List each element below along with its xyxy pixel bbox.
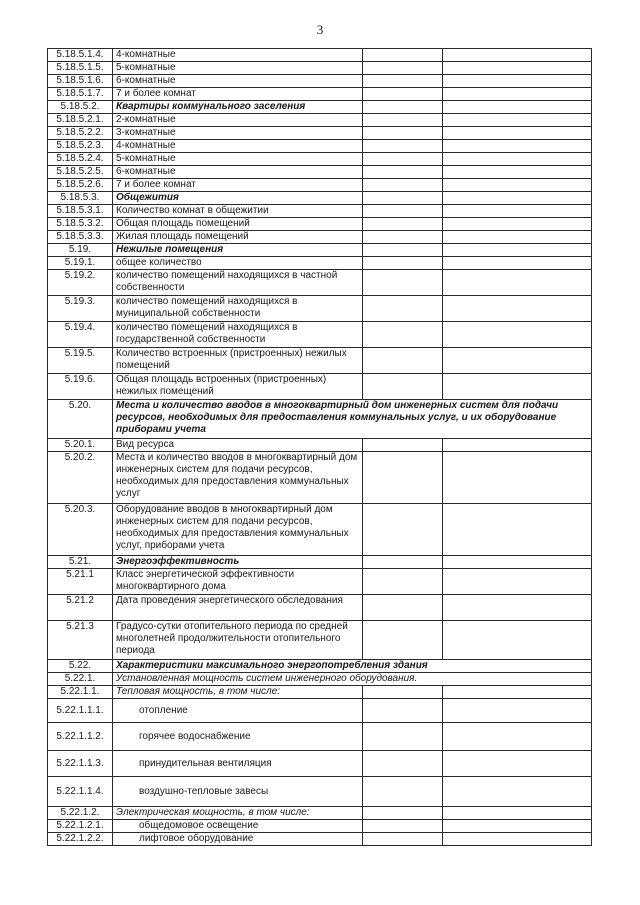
note-cell	[443, 231, 592, 244]
value-cell	[363, 296, 443, 322]
row-description: Нежилые помещения	[113, 244, 363, 257]
table-row	[48, 166, 592, 179]
table-row	[48, 686, 592, 699]
table-row	[48, 218, 592, 231]
table-row	[48, 101, 592, 114]
row-description: Количество комнат в общежитии	[113, 205, 363, 218]
row-number: 5.18.5.2.	[48, 101, 113, 114]
row-description: 2-комнатные	[113, 114, 363, 127]
table-row	[48, 621, 592, 660]
row-number: 5.18.5.2.5.	[48, 166, 113, 179]
note-cell	[443, 205, 592, 218]
note-cell	[443, 179, 592, 192]
row-description: Оборудование вводов в многоквартирный дом инженерных систем для подачи ресурсов, необходимых для предоставления коммунальных услуг, приборами учета	[113, 504, 363, 556]
table-row	[48, 153, 592, 166]
row-number: 5.18.5.3.	[48, 192, 113, 205]
note-cell	[443, 348, 592, 374]
value-cell	[363, 153, 443, 166]
table-row	[48, 296, 592, 322]
table-row	[48, 114, 592, 127]
value-cell	[363, 127, 443, 140]
row-description: Квартиры коммунального заселения	[113, 101, 363, 114]
row-description: Установленная мощность систем инженерного оборудования.	[113, 673, 592, 686]
note-cell	[443, 686, 592, 699]
table-row	[48, 231, 592, 244]
row-description: общедомовое освещение	[113, 820, 363, 833]
note-cell	[443, 270, 592, 296]
table-row	[48, 820, 592, 833]
note-cell	[443, 166, 592, 179]
row-description: воздушно-тепловые завесы	[113, 777, 363, 807]
row-number: 5.21.	[48, 556, 113, 569]
value-cell	[363, 374, 443, 400]
row-number: 5.18.5.1.5.	[48, 62, 113, 75]
row-number: 5.19.5.	[48, 348, 113, 374]
row-description: Общая площадь встроенных (пристроенных) нежилых помещений	[113, 374, 363, 400]
table-row	[48, 452, 592, 504]
note-cell	[443, 140, 592, 153]
value-cell	[363, 833, 443, 846]
value-cell	[363, 686, 443, 699]
note-cell	[443, 820, 592, 833]
value-cell	[363, 257, 443, 270]
value-cell	[363, 723, 443, 751]
table-row	[48, 751, 592, 777]
table-row	[48, 699, 592, 723]
row-description: Тепловая мощность, в том числе:	[113, 686, 363, 699]
value-cell	[363, 807, 443, 820]
note-cell	[443, 153, 592, 166]
row-number: 5.22.1.2.2.	[48, 833, 113, 846]
value-cell	[363, 820, 443, 833]
page-number: 3	[316, 22, 324, 37]
value-cell	[363, 348, 443, 374]
table-row	[48, 777, 592, 807]
note-cell	[443, 723, 592, 751]
row-description: Дата проведения энергетического обследования	[113, 595, 363, 621]
row-description: 6-комнатные	[113, 166, 363, 179]
row-number: 5.21.1	[48, 569, 113, 595]
table-row	[48, 62, 592, 75]
row-number: 5.19.3.	[48, 296, 113, 322]
note-cell	[443, 452, 592, 504]
value-cell	[363, 621, 443, 660]
note-cell	[443, 374, 592, 400]
row-description: количество помещений находящихся в частной собственности	[113, 270, 363, 296]
note-cell	[443, 114, 592, 127]
table-row	[48, 504, 592, 556]
characteristics-table	[47, 48, 592, 846]
table-row	[48, 833, 592, 846]
row-description: 7 и более комнат	[113, 179, 363, 192]
value-cell	[363, 218, 443, 231]
table-row	[48, 556, 592, 569]
table-row	[48, 723, 592, 751]
row-description: 3-комнатные	[113, 127, 363, 140]
value-cell	[363, 270, 443, 296]
note-cell	[443, 595, 592, 621]
table-row	[48, 270, 592, 296]
note-cell	[443, 807, 592, 820]
row-description: лифтовое оборудование	[113, 833, 363, 846]
row-number: 5.22.1.	[48, 673, 113, 686]
row-number: 5.18.5.2.6.	[48, 179, 113, 192]
row-description: 7 и более комнат	[113, 88, 363, 101]
row-description: Жилая площадь помещений	[113, 231, 363, 244]
table-row	[48, 205, 592, 218]
table-row	[48, 807, 592, 820]
table-row	[48, 257, 592, 270]
table-row	[48, 595, 592, 621]
table-row	[48, 569, 592, 595]
value-cell	[363, 101, 443, 114]
row-description: общее количество	[113, 257, 363, 270]
value-cell	[363, 192, 443, 205]
value-cell	[363, 322, 443, 348]
note-cell	[443, 833, 592, 846]
note-cell	[443, 621, 592, 660]
table-row	[48, 322, 592, 348]
row-number: 5.20.3.	[48, 504, 113, 556]
note-cell	[443, 751, 592, 777]
note-cell	[443, 62, 592, 75]
row-number: 5.22.1.1.4.	[48, 777, 113, 807]
row-number: 5.22.1.1.	[48, 686, 113, 699]
table-row	[48, 439, 592, 452]
row-description: количество помещений находящихся в муниципальной собственности	[113, 296, 363, 322]
value-cell	[363, 88, 443, 101]
value-cell	[363, 166, 443, 179]
table-row	[48, 244, 592, 257]
row-number: 5.22.	[48, 660, 113, 673]
row-number: 5.18.5.3.1.	[48, 205, 113, 218]
row-number: 5.22.1.1.1.	[48, 699, 113, 723]
row-number: 5.20.1.	[48, 439, 113, 452]
row-description: количество помещений находящихся в государственной собственности	[113, 322, 363, 348]
row-description: Места и количество вводов в многоквартирный дом инженерных систем для подачи ресурсов, необходимых для предоставления коммунальных услуг, и их оборудование приборами учета	[113, 400, 592, 439]
table-row	[48, 400, 592, 439]
row-description: Общежития	[113, 192, 363, 205]
note-cell	[443, 127, 592, 140]
row-number: 5.20.2.	[48, 452, 113, 504]
row-number: 5.20.	[48, 400, 113, 439]
value-cell	[363, 777, 443, 807]
table-row	[48, 179, 592, 192]
note-cell	[443, 569, 592, 595]
row-description: Электрическая мощность, в том числе:	[113, 807, 363, 820]
table-row	[48, 660, 592, 673]
table-row	[48, 75, 592, 88]
note-cell	[443, 439, 592, 452]
row-description: Вид ресурса	[113, 439, 363, 452]
value-cell	[363, 452, 443, 504]
table-row	[48, 127, 592, 140]
row-description: Градусо-сутки отопительного периода по средней многолетней продолжительности отопительного периода	[113, 621, 363, 660]
value-cell	[363, 179, 443, 192]
row-description: Класс энергетической эффективности многоквартирного дома	[113, 569, 363, 595]
row-description: Места и количество вводов в многоквартирный дом инженерных систем для подачи ресурсов, необходимых для предоставления коммунальных услуг	[113, 452, 363, 504]
note-cell	[443, 88, 592, 101]
table-row	[48, 673, 592, 686]
row-description: 6-комнатные	[113, 75, 363, 88]
row-number: 5.18.5.1.7.	[48, 88, 113, 101]
value-cell	[363, 114, 443, 127]
row-number: 5.19.1.	[48, 257, 113, 270]
value-cell	[363, 244, 443, 257]
note-cell	[443, 777, 592, 807]
row-description: 4-комнатные	[113, 49, 363, 62]
row-number: 5.18.5.1.4.	[48, 49, 113, 62]
note-cell	[443, 244, 592, 257]
row-description: Характеристики максимального энергопотребления здания	[113, 660, 592, 673]
value-cell	[363, 504, 443, 556]
row-number: 5.19.4.	[48, 322, 113, 348]
row-number: 5.19.	[48, 244, 113, 257]
row-number: 5.18.5.2.3.	[48, 140, 113, 153]
row-number: 5.18.5.1.6.	[48, 75, 113, 88]
row-description: Количество встроенных (пристроенных) нежилых помещений	[113, 348, 363, 374]
table-row	[48, 192, 592, 205]
value-cell	[363, 595, 443, 621]
row-number: 5.22.1.1.3.	[48, 751, 113, 777]
row-number: 5.21.3	[48, 621, 113, 660]
value-cell	[363, 569, 443, 595]
row-description: 4-комнатные	[113, 140, 363, 153]
note-cell	[443, 257, 592, 270]
row-description: Энергоэффективность	[113, 556, 363, 569]
row-number: 5.22.1.1.2.	[48, 723, 113, 751]
note-cell	[443, 296, 592, 322]
note-cell	[443, 504, 592, 556]
row-number: 5.18.5.3.2.	[48, 218, 113, 231]
value-cell	[363, 231, 443, 244]
row-number: 5.22.1.2.1.	[48, 820, 113, 833]
note-cell	[443, 75, 592, 88]
row-number: 5.18.5.2.2.	[48, 127, 113, 140]
value-cell	[363, 699, 443, 723]
row-number: 5.18.5.3.3.	[48, 231, 113, 244]
row-number: 5.18.5.2.4.	[48, 153, 113, 166]
note-cell	[443, 101, 592, 114]
table-row	[48, 88, 592, 101]
row-number: 5.19.6.	[48, 374, 113, 400]
row-number: 5.19.2.	[48, 270, 113, 296]
note-cell	[443, 218, 592, 231]
row-number: 5.22.1.2.	[48, 807, 113, 820]
row-description: отопление	[113, 699, 363, 723]
table-row	[48, 374, 592, 400]
note-cell	[443, 49, 592, 62]
value-cell	[363, 49, 443, 62]
value-cell	[363, 439, 443, 452]
note-cell	[443, 699, 592, 723]
value-cell	[363, 62, 443, 75]
row-number: 5.18.5.2.1.	[48, 114, 113, 127]
row-description: горячее водоснабжение	[113, 723, 363, 751]
value-cell	[363, 205, 443, 218]
row-description: принудительная вентиляция	[113, 751, 363, 777]
value-cell	[363, 751, 443, 777]
value-cell	[363, 140, 443, 153]
table-row	[48, 140, 592, 153]
row-description: 5-комнатные	[113, 62, 363, 75]
row-description: Общая площадь помещений	[113, 218, 363, 231]
row-description: 5-комнатные	[113, 153, 363, 166]
value-cell	[363, 75, 443, 88]
table-row	[48, 348, 592, 374]
note-cell	[443, 556, 592, 569]
note-cell	[443, 322, 592, 348]
row-number: 5.21.2	[48, 595, 113, 621]
value-cell	[363, 556, 443, 569]
table-row	[48, 49, 592, 62]
note-cell	[443, 192, 592, 205]
